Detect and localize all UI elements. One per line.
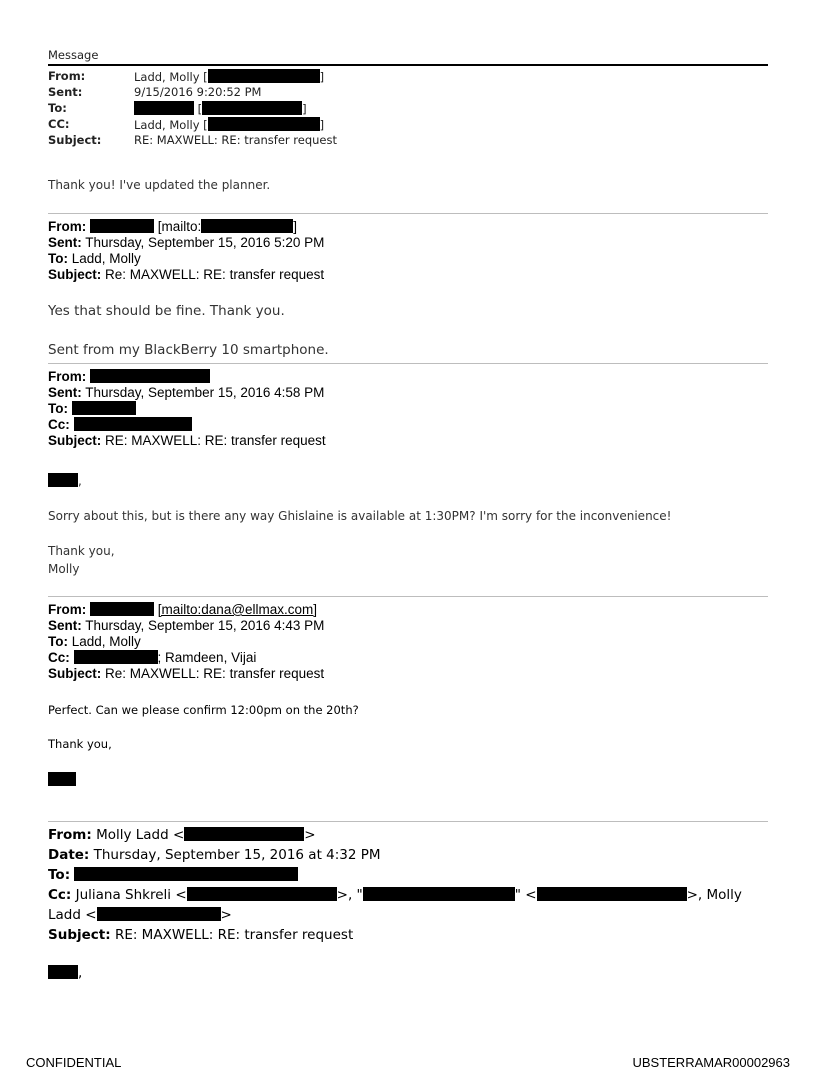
email4-subject: Subject: Re: MAXWELL: RE: transfer request xyxy=(48,666,325,681)
email5-cc: Cc: Juliana Shkreli < >, " " < >, Molly xyxy=(48,887,742,903)
header-from-value: Ladd, Molly [ xyxy=(134,70,208,84)
email2-body: Yes that should be fine. Thank you. xyxy=(48,303,285,319)
redaction xyxy=(72,401,136,415)
redaction xyxy=(363,887,515,901)
email2-from: From: [mailto: ] xyxy=(48,219,298,234)
email4-from: From: [mailto:dana@ellmax.com] xyxy=(48,602,318,617)
email4-closing: Thank you, xyxy=(48,737,112,751)
email5-cc-line2: Ladd < > xyxy=(48,907,232,923)
email2-signature: Sent from my BlackBerry 10 smartphone. xyxy=(48,342,329,358)
email4-signature-redaction xyxy=(48,771,76,789)
email3-closing: Thank you, xyxy=(48,544,115,558)
redaction xyxy=(74,650,158,664)
redaction xyxy=(90,219,154,233)
email3-cc: Cc: xyxy=(48,417,192,432)
header-rule xyxy=(48,64,768,66)
email4-to: To: Ladd, Molly xyxy=(48,634,141,649)
email3-sent: Sent: Thursday, September 15, 2016 4:58 PM xyxy=(48,385,325,400)
header-to-label: To: xyxy=(48,101,67,115)
reply-body: Thank you! I've updated the planner. xyxy=(48,178,271,192)
redaction xyxy=(184,827,304,841)
redaction xyxy=(134,101,194,115)
redaction xyxy=(187,887,337,901)
email4-body: Perfect. Can we please confirm 12:00pm on the 20th? xyxy=(48,703,359,717)
redaction xyxy=(48,473,78,487)
separator xyxy=(48,596,768,597)
redaction xyxy=(97,907,221,921)
email2-to: To: Ladd, Molly xyxy=(48,251,141,266)
redaction xyxy=(202,101,302,115)
email2-sent: Sent: Thursday, September 15, 2016 5:20 PM xyxy=(48,235,325,250)
email2-subject: Subject: Re: MAXWELL: RE: transfer request xyxy=(48,267,325,282)
footer-confidential: CONFIDENTIAL xyxy=(26,1055,122,1070)
email3-from: From: xyxy=(48,369,210,384)
redaction xyxy=(201,219,293,233)
redaction xyxy=(74,417,192,431)
redaction xyxy=(208,69,320,83)
header-sent-label: Sent: xyxy=(48,85,83,99)
redaction xyxy=(537,887,687,901)
email3-subject: Subject: RE: MAXWELL: RE: transfer request xyxy=(48,433,326,448)
header-from-label: From: xyxy=(48,69,86,83)
footer-bates-number: UBSTERRAMAR00002963 xyxy=(632,1055,790,1070)
email3-greeting: , xyxy=(48,473,82,488)
email5-from: From: Molly Ladd < > xyxy=(48,827,316,843)
separator xyxy=(48,363,768,364)
header-subject-label: Subject: xyxy=(48,133,102,147)
email4-sent: Sent: Thursday, September 15, 2016 4:43 PM xyxy=(48,618,325,633)
redaction xyxy=(48,965,78,979)
redaction xyxy=(74,867,298,881)
redaction xyxy=(208,117,320,131)
mailto-link[interactable]: [mailto:dana@ellmax.com] xyxy=(157,602,318,617)
redaction xyxy=(90,602,154,616)
email4-cc: Cc: ; Ramdeen, Vijai xyxy=(48,650,257,665)
message-title: Message xyxy=(48,48,99,62)
email5-subject: Subject: RE: MAXWELL: RE: transfer request xyxy=(48,927,354,943)
email5-date: Date: Thursday, September 15, 2016 at 4:32 PM xyxy=(48,847,381,863)
header-sent-value: 9/15/2016 9:20:52 PM xyxy=(134,85,262,99)
separator xyxy=(48,821,768,822)
separator xyxy=(48,213,768,214)
email5-to: To: xyxy=(48,867,298,883)
email3-to: To: xyxy=(48,401,136,416)
redaction xyxy=(90,369,210,383)
email5-greeting: , xyxy=(48,965,82,981)
email3-signature: Molly xyxy=(48,562,80,576)
header-cc-value: Ladd, Molly [ xyxy=(134,118,208,132)
header-cc-label: CC: xyxy=(48,117,70,131)
header-subject-value: RE: MAXWELL: RE: transfer request xyxy=(134,133,338,147)
redaction xyxy=(48,772,76,786)
email3-body: Sorry about this, but is there any way Ghislaine is available at 1:30PM? I'm sorry for the inconvenience! xyxy=(48,509,672,523)
